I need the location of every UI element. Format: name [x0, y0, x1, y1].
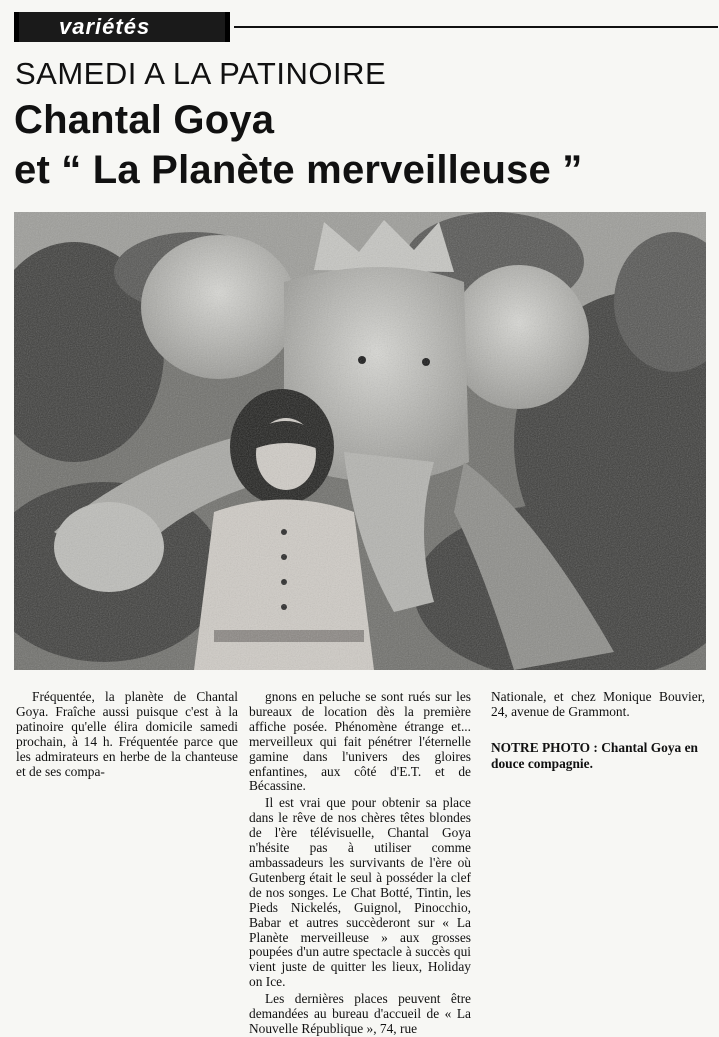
headline-line-2: et “ La Planète merveilleuse ” — [14, 148, 583, 192]
article-column-3 — [491, 690, 705, 720]
headline-line-1: Chantal Goya — [14, 98, 275, 142]
rubric-label: variétés — [59, 14, 151, 39]
article-photo — [14, 212, 706, 670]
caption-label: NOTRE PHOTO : — [491, 740, 598, 755]
rubric-tag — [14, 12, 230, 42]
paragraph: Nationale, et chez Monique Bouvier, 24, avenue de Grammont. — [491, 689, 705, 719]
caption-text: Chantal Goya en douce compagnie. — [491, 740, 698, 771]
article-column-1 — [16, 690, 238, 779]
photo-elephant-and-singer-icon — [14, 212, 706, 670]
paragraph: Les dernières places peuvent être demandées au bureau d'accueil de « La Nouvelle République », 74, rue — [249, 991, 471, 1036]
photo-caption — [491, 740, 705, 772]
article-column-2 — [249, 690, 471, 1037]
paragraph: Fréquentée, la planète de Chantal Goya. Fraîche aussi puisque c'est à la patinoire qu'elle élira domicile samedi prochain, à 14 h. Fréquentée parce que les admirateurs en herbe de la chanteuse et de ses compa- — [16, 689, 238, 779]
paragraph: Il est vrai que pour obtenir sa place dans le rêve de nos chères têtes blondes de l'ère télévisuelle, Chantal Goya n'hésite pas à utiliser comme ambassadeurs les survivants de l'ère où Gutenberg était le seul à posséder la clef de nos songes. Le Chat Botté, Tintin, les Pieds Nickelés, Guignol, Pinocchio, Babar et autres succèderont sur « La Planète merveilleuse » aux grosses poupées d'un autre spectacle à succès qui vient juste de quitter les lieux, Holiday on Ice. — [249, 795, 471, 990]
kicker: SAMEDI A LA PATINOIRE — [15, 56, 387, 91]
rubric-rule — [234, 26, 718, 28]
section-rubric — [14, 12, 714, 42]
paragraph: gnons en peluche se sont rués sur les bureaux de location dès la première affiche posée. Phénomène étrange et... merveilleux qui fait pénétrer l'éternelle gamine dans l'univers des gloires enfantines, aux côté d'E.T. et de Bécassine. — [249, 689, 471, 794]
